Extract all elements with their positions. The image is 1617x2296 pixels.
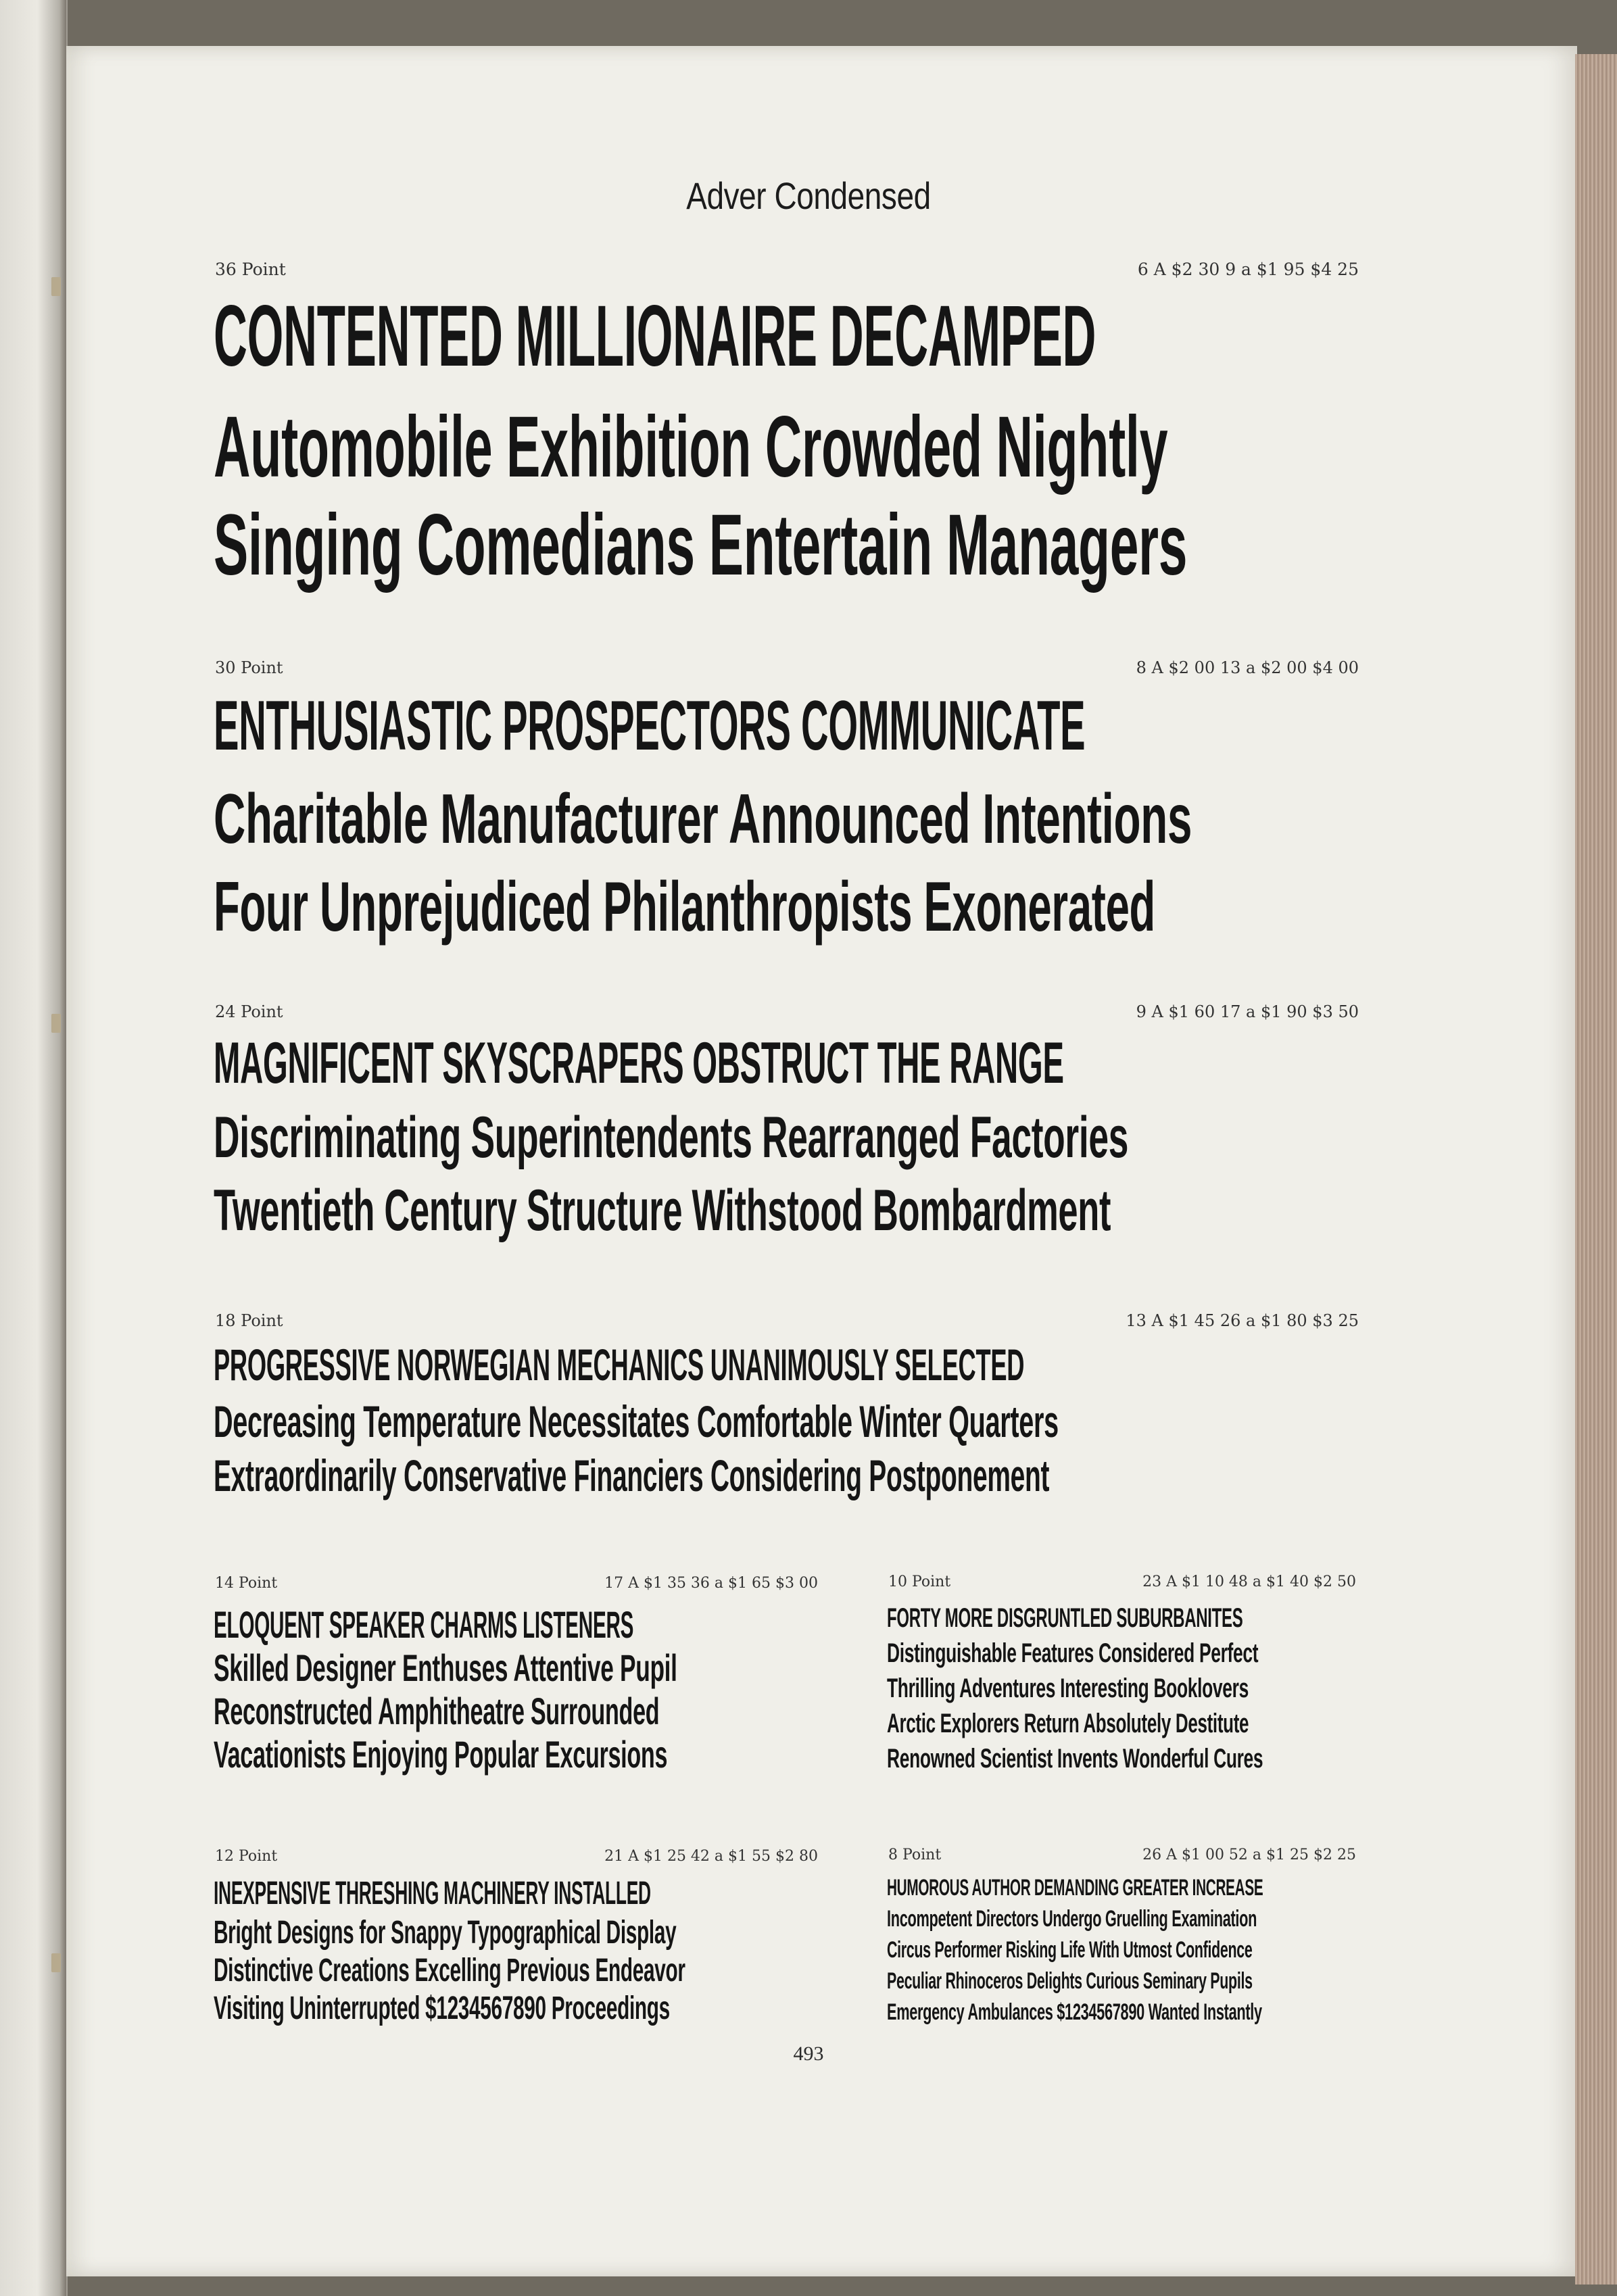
point-size-label: 24 Point bbox=[215, 1002, 283, 1021]
price-list: 23 A $1 10 48 a $1 40 $2 50 bbox=[1142, 1573, 1356, 1590]
specimen-line: Discriminating Superintendents Rearranged Factories bbox=[214, 1105, 1129, 1170]
specimen-line: Charitable Manufacturer Announced Intentions bbox=[214, 780, 1192, 858]
specimen-line: Incompetent Directors Undergo Gruelling Examination bbox=[887, 1906, 1257, 1932]
binding-tab bbox=[51, 277, 61, 296]
point-size-label: 30 Point bbox=[215, 658, 283, 677]
point-size-label: 12 Point bbox=[215, 1848, 278, 1865]
point-size-label: 8 Point bbox=[888, 1847, 942, 1863]
price-list: 26 A $1 00 52 a $1 25 $2 25 bbox=[1142, 1847, 1356, 1863]
specimen-line: INEXPENSIVE THRESHING MACHINERY INSTALLED bbox=[214, 1876, 651, 1911]
price-list: 17 A $1 35 36 a $1 65 $3 00 bbox=[604, 1575, 818, 1592]
specimen-line: HUMOROUS AUTHOR DEMANDING GREATER INCREASE bbox=[887, 1875, 1263, 1901]
point-size-label: 36 Point bbox=[215, 260, 286, 279]
specimen-line: Peculiar Rhinoceros Delights Curious Seminary Pupils bbox=[887, 1968, 1253, 1994]
specimen-line: ELOQUENT SPEAKER CHARMS LISTENERS bbox=[214, 1603, 634, 1646]
price-list: 21 A $1 25 42 a $1 55 $2 80 bbox=[604, 1848, 818, 1865]
specimen-line: Vacationists Enjoying Popular Excursions bbox=[214, 1733, 668, 1776]
specimen-line: Visiting Uninterrupted $1234567890 Proceedings bbox=[214, 1990, 670, 2026]
specimen-line: ENTHUSIASTIC PROSPECTORS COMMUNICATE bbox=[214, 687, 1086, 765]
specimen-line: Four Unprejudiced Philanthropists Exonerated bbox=[214, 868, 1156, 946]
binding-tab bbox=[51, 1953, 61, 1972]
specimen-line: Decreasing Temperature Necessitates Comfortable Winter Quarters bbox=[214, 1396, 1059, 1446]
specimen-line: PROGRESSIVE NORWEGIAN MECHANICS UNANIMOUSLY SELECTED bbox=[214, 1340, 1025, 1390]
specimen-line: Bright Designs for Snappy Typographical Display bbox=[214, 1915, 677, 1951]
page-title: Adver Condensed bbox=[686, 174, 931, 217]
specimen-line: FORTY MORE DISGRUNTLED SUBURBANITES bbox=[887, 1603, 1243, 1633]
price-list: 13 A $1 45 26 a $1 80 $3 25 bbox=[1126, 1311, 1359, 1330]
specimen-line: Arctic Explorers Return Absolutely Destitute bbox=[887, 1709, 1249, 1738]
specimen-line: Thrilling Adventures Interesting Booklovers bbox=[887, 1674, 1249, 1703]
specimen-line: Automobile Exhibition Crowded Nightly bbox=[214, 399, 1168, 495]
specimen-line: CONTENTED MILLIONAIRE DECAMPED bbox=[214, 288, 1096, 385]
specimen-line: Singing Comedians Entertain Managers bbox=[214, 497, 1188, 593]
specimen-line: Circus Performer Risking Life With Utmost Confidence bbox=[887, 1937, 1253, 1963]
price-list: 6 A $2 30 9 a $1 95 $4 25 bbox=[1137, 260, 1359, 279]
specimen-line: MAGNIFICENT SKYSCRAPERS OBSTRUCT THE RANGE bbox=[214, 1031, 1064, 1096]
point-size-label: 10 Point bbox=[888, 1573, 951, 1590]
binding-tab bbox=[51, 1014, 61, 1033]
price-list: 8 A $2 00 13 a $2 00 $4 00 bbox=[1136, 658, 1359, 677]
book-gutter bbox=[59, 0, 66, 2296]
page-number: 493 bbox=[793, 2043, 824, 2065]
specimen-line: Reconstructed Amphitheatre Surrounded bbox=[214, 1690, 660, 1732]
left-page-margin bbox=[0, 0, 68, 2296]
page-edges bbox=[1575, 54, 1617, 2285]
specimen-line: Emergency Ambulances $1234567890 Wanted Instantly bbox=[887, 1999, 1262, 2025]
point-size-label: 18 Point bbox=[215, 1311, 283, 1330]
specimen-line: Distinctive Creations Excelling Previous Endeavor bbox=[214, 1953, 685, 1988]
specimen-line: Skilled Designer Enthuses Attentive Pupil bbox=[214, 1646, 677, 1689]
specimen-line: Renowned Scientist Invents Wonderful Cures bbox=[887, 1744, 1263, 1774]
price-list: 9 A $1 60 17 a $1 90 $3 50 bbox=[1136, 1002, 1359, 1021]
specimen-line: Extraordinarily Conservative Financiers Considering Postponement bbox=[214, 1450, 1050, 1500]
specimen-line: Twentieth Century Structure Withstood Bombardment bbox=[214, 1178, 1111, 1243]
specimen-line: Distinguishable Features Considered Perfect bbox=[887, 1638, 1259, 1668]
point-size-label: 14 Point bbox=[215, 1575, 278, 1592]
